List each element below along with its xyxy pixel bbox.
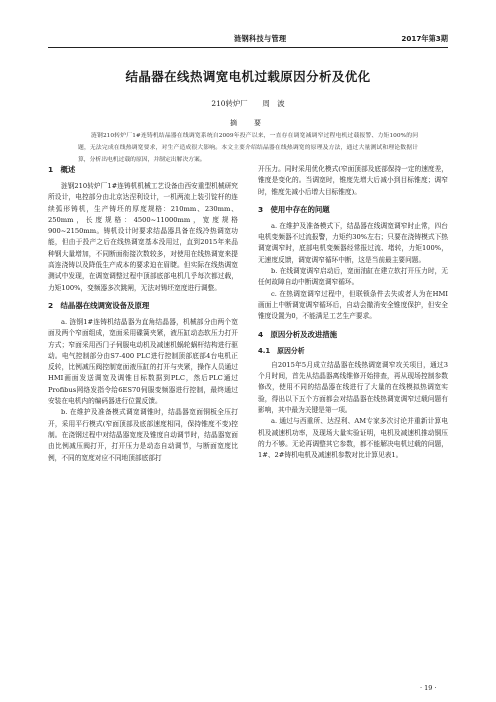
abstract-text: 涟钢210转炉厂1#连铸机结晶器在线调宽系统自2009年投产以来，一直存在调宽减调窄过程电机过载报警、力矩100%的问题，无法完成在线热调宽要求，对生产造成很大影响。本文主要介绍结晶器在线热调宽的原理及方法，通过大量测试和理论数据计算，分析出电机过载的原因，并制定出解决方案。 — [78, 133, 418, 164]
subsection-heading: 4.1 原因分析 — [258, 346, 305, 355]
page-number: · 19 · — [420, 684, 437, 692]
author-line: 210转炉厂 周 波 — [211, 99, 285, 108]
body-paragraph: b. 在维护及准备模式调宽调锥时，结晶器宽面铜板全压打开，采用平行模式(窄面顶部及底部速度相同，保持锥度不变)控制。在浇钢过程中对结晶器宽度及锥度自动调节时，结晶器宽面由比例减压阀打开，打开压力是动态自动调节，与断面宽度比例，不同的宽度对应不同地顶部底部打 — [48, 408, 238, 462]
body-paragraph: a. 通过与西重所、达涅利、AM专家多次讨论并重新计算电机及减速机功率，及现场大量实验证明，电机及减速机推动铜压的力不够。无论再调整其它参数，都不能解决电机过载的问题，1#、2#铸机电机及减速机参数对比计算见表1。 — [258, 417, 448, 460]
right-column — [258, 164, 448, 462]
section-heading: 2 结晶器在线调宽设备及原理 — [48, 300, 150, 310]
section-heading: 4 原因分析及改进措施 — [258, 329, 338, 339]
abstract-heading: 摘 要 — [230, 119, 266, 127]
section-heading: 1 概述 — [48, 165, 76, 174]
body-paragraph: c. 在热调宽调窄过程中，但联锁条件去失或者人为在HMI画面上中断调宽调窄循环后，自动会撤消安全锥度保护，但安全锥度设置为0，不能满足工艺生产要求。 — [258, 289, 448, 321]
header-rule — [48, 47, 448, 48]
section-heading: 3 使用中存在的问题 — [258, 204, 330, 214]
body-paragraph: 涟钢210转炉厂1#连铸机机械工艺设备由西安重型机械研究所设计，电控部分由北京达涅利设计，一机两流上装引锭杆的连续弧形铸机，生产铸坯的厚度规格：210mm、230mm、250mm，长度规格：4500~11000mm，宽度规格900~2150mm。铸机设计时要求结晶器具备在线冷热调宽功能，但由于投产之后在线热调宽基本没用过，直到2015年来品种钢大量增加，不同断面衔接次数较多，对使用在线热调宽来提高连浇铸以及降低生产成本的要求迫在眉睫。但实际在线热调宽测试中发现，在调宽调整过程中顶部底部电机几乎每次都过载，力矩100%，变频器多次跳闸，无法对铸坯宽度进行调整。 — [48, 182, 238, 292]
journal-name: 涟钢科技与管理 — [234, 34, 287, 43]
running-header — [48, 32, 448, 48]
body-paragraph: 自2015年5月成立结晶器在线热调宽调窄攻关项目，通过3个月时间，首先从结晶器离线维修开始排查，再从现场控制参数修改，使用不同的结晶器在线进行了大量的在线模拟热调宽实验，得出以下五个方面都会对结晶器在线热调宽调窄过载问题有影响，其中最为关键是第一项。 — [258, 360, 448, 415]
left-column — [48, 164, 238, 464]
body-paragraph: b. 在线调宽调窄启动后，宽面油缸在建立软打开压力时，无任何故障自动中断调宽调窄循环。 — [258, 267, 448, 287]
body-paragraph: a. 涟钢1#连铸机结晶器为直角结晶器，机械部分由两个宽面及两个窄面组成，宽面采用碟簧夹紧，液压缸动态软压力打开方式；窄面采用西门子伺服电动机及减速机蜗轮蜗杆结构进行驱动。电气控制部分由S7-400 PLC进行控制顶部底部4台电机正反转，比例减压阀控制宽面液压缸的打开与夹紧，操作人员通过HMI画面发送调宽及调锥目标数据到PLC，然后PLC通过Profibus网络发指令给6ES70伺服变频器进行控制，最终通过安装在电机内的编码器进行位置反馈。 — [48, 317, 238, 406]
paper-title: 结晶器在线热调宽电机过载原因分析及优化 — [125, 69, 371, 84]
body-paragraph: a. 在维护及准备模式下，结晶器在线调宽调窄时止常，四台电机变频器不过流报警，力矩约30%左右；只要在浇铸模式下热调宽调窄时，底部电机变频器经常报过流、堵转，力矩100%，无速度反馈，调宽调窄循环中断，这是当前最主要问题。 — [258, 221, 448, 264]
issue-number: 2017年第3期 — [401, 34, 448, 43]
body-paragraph: 开压力。同时采用优化模式(窄面顶部及底部保持一定的速度差，锥度是变化的。当调宽时，锥度先增大后减小到目标锥度；调窄时，锥度先减小后增大目标锥度)。 — [258, 165, 448, 196]
